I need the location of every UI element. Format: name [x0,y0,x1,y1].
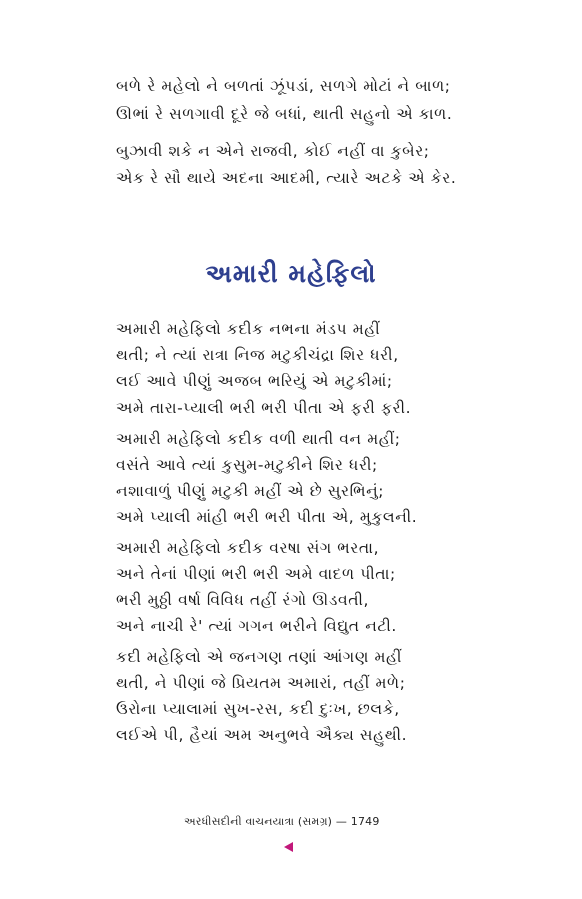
poem-line: નશાવાળું પીણું મટુકી મહીં એ છે સુરભિનું; [116,482,385,500]
poem-line: લઈ આવે પીણું અજબ ભરિયું એ મટુકીમાં; [116,372,393,390]
intro-line: બુઝાવી શકે ન એને રાજવી, કોઈ નહીં વા કુબેર; [116,142,430,160]
poem-line: વસંતે આવે ત્યાં કુસુમ-મટુકીને શિર ધરી; [116,456,378,474]
poem-line: કદી મહેફિલો એ જનગણ તણાં આંગણ મહીં [116,648,403,666]
poem-line: ઉરોના પ્યાલામાં સુખ-રસ, કદી દુઃખ, છલકે, [116,700,400,718]
poem-line: અમારી મહેફિલો કદીક વરષા સંગ ભરતા, [116,539,380,557]
poem-line: અમે પ્યાલી માંહી ભરી ભરી પીતા એ, મુકુલની. [116,508,418,526]
poem-line: અને તેનાં પીણાં ભરી ભરી અમે વાદળ પીતા; [116,565,396,583]
poem-line: લઈએ પી, હૈયાં અમ અનુભવે ઐક્ય સહુથી. [116,726,408,744]
left-triangle-icon[interactable] [284,842,293,852]
poem-line: થતી, ને પીણાં જે પ્રિયતમ અમારાં, તહીં મળે; [116,674,406,692]
poem-line: અમારી મહેફિલો કદીક નભના મંડપ મહીં [116,320,381,338]
poem-line: ભરી મુઠ્ઠી વર્ષા વિવિધ તહીં રંગો ઊડવતી, [116,591,370,609]
poem-title: અમારી મહેફિલો [205,259,377,288]
intro-line: બળે રે મહેલો ને બળતાં ઝૂંપડાં, સળગે મોટાં ને બાળ; [116,77,451,95]
poem-line: થતી; ને ત્યાં રાત્રા નિજ મટુકીચંદ્રા શિર ધરી, [116,346,399,364]
page-footer: અરધીસદીની વાચનયાત્રા (સમગ્ર) — 1749 [184,815,380,828]
poem-line: અને નાચી રે' ત્યાં ગગન ભરીને વિદ્યુત નટી. [116,617,397,635]
poem-line: અમારી મહેફિલો કદીક વળી થાતી વન મહીં; [116,430,401,448]
intro-line: એક રે સૌ થાયે અદના આદમી, ત્યારે અટકે એ કેર. [116,169,457,187]
intro-line: ઊભાં રે સળગાવી દૂરે જે બધાં, થાતી સહુનો એ કાળ. [116,105,453,123]
poem-line: અમે તારા-પ્યાલી ભરી ભરી પીતા એ ફરી ફરી. [116,399,412,417]
